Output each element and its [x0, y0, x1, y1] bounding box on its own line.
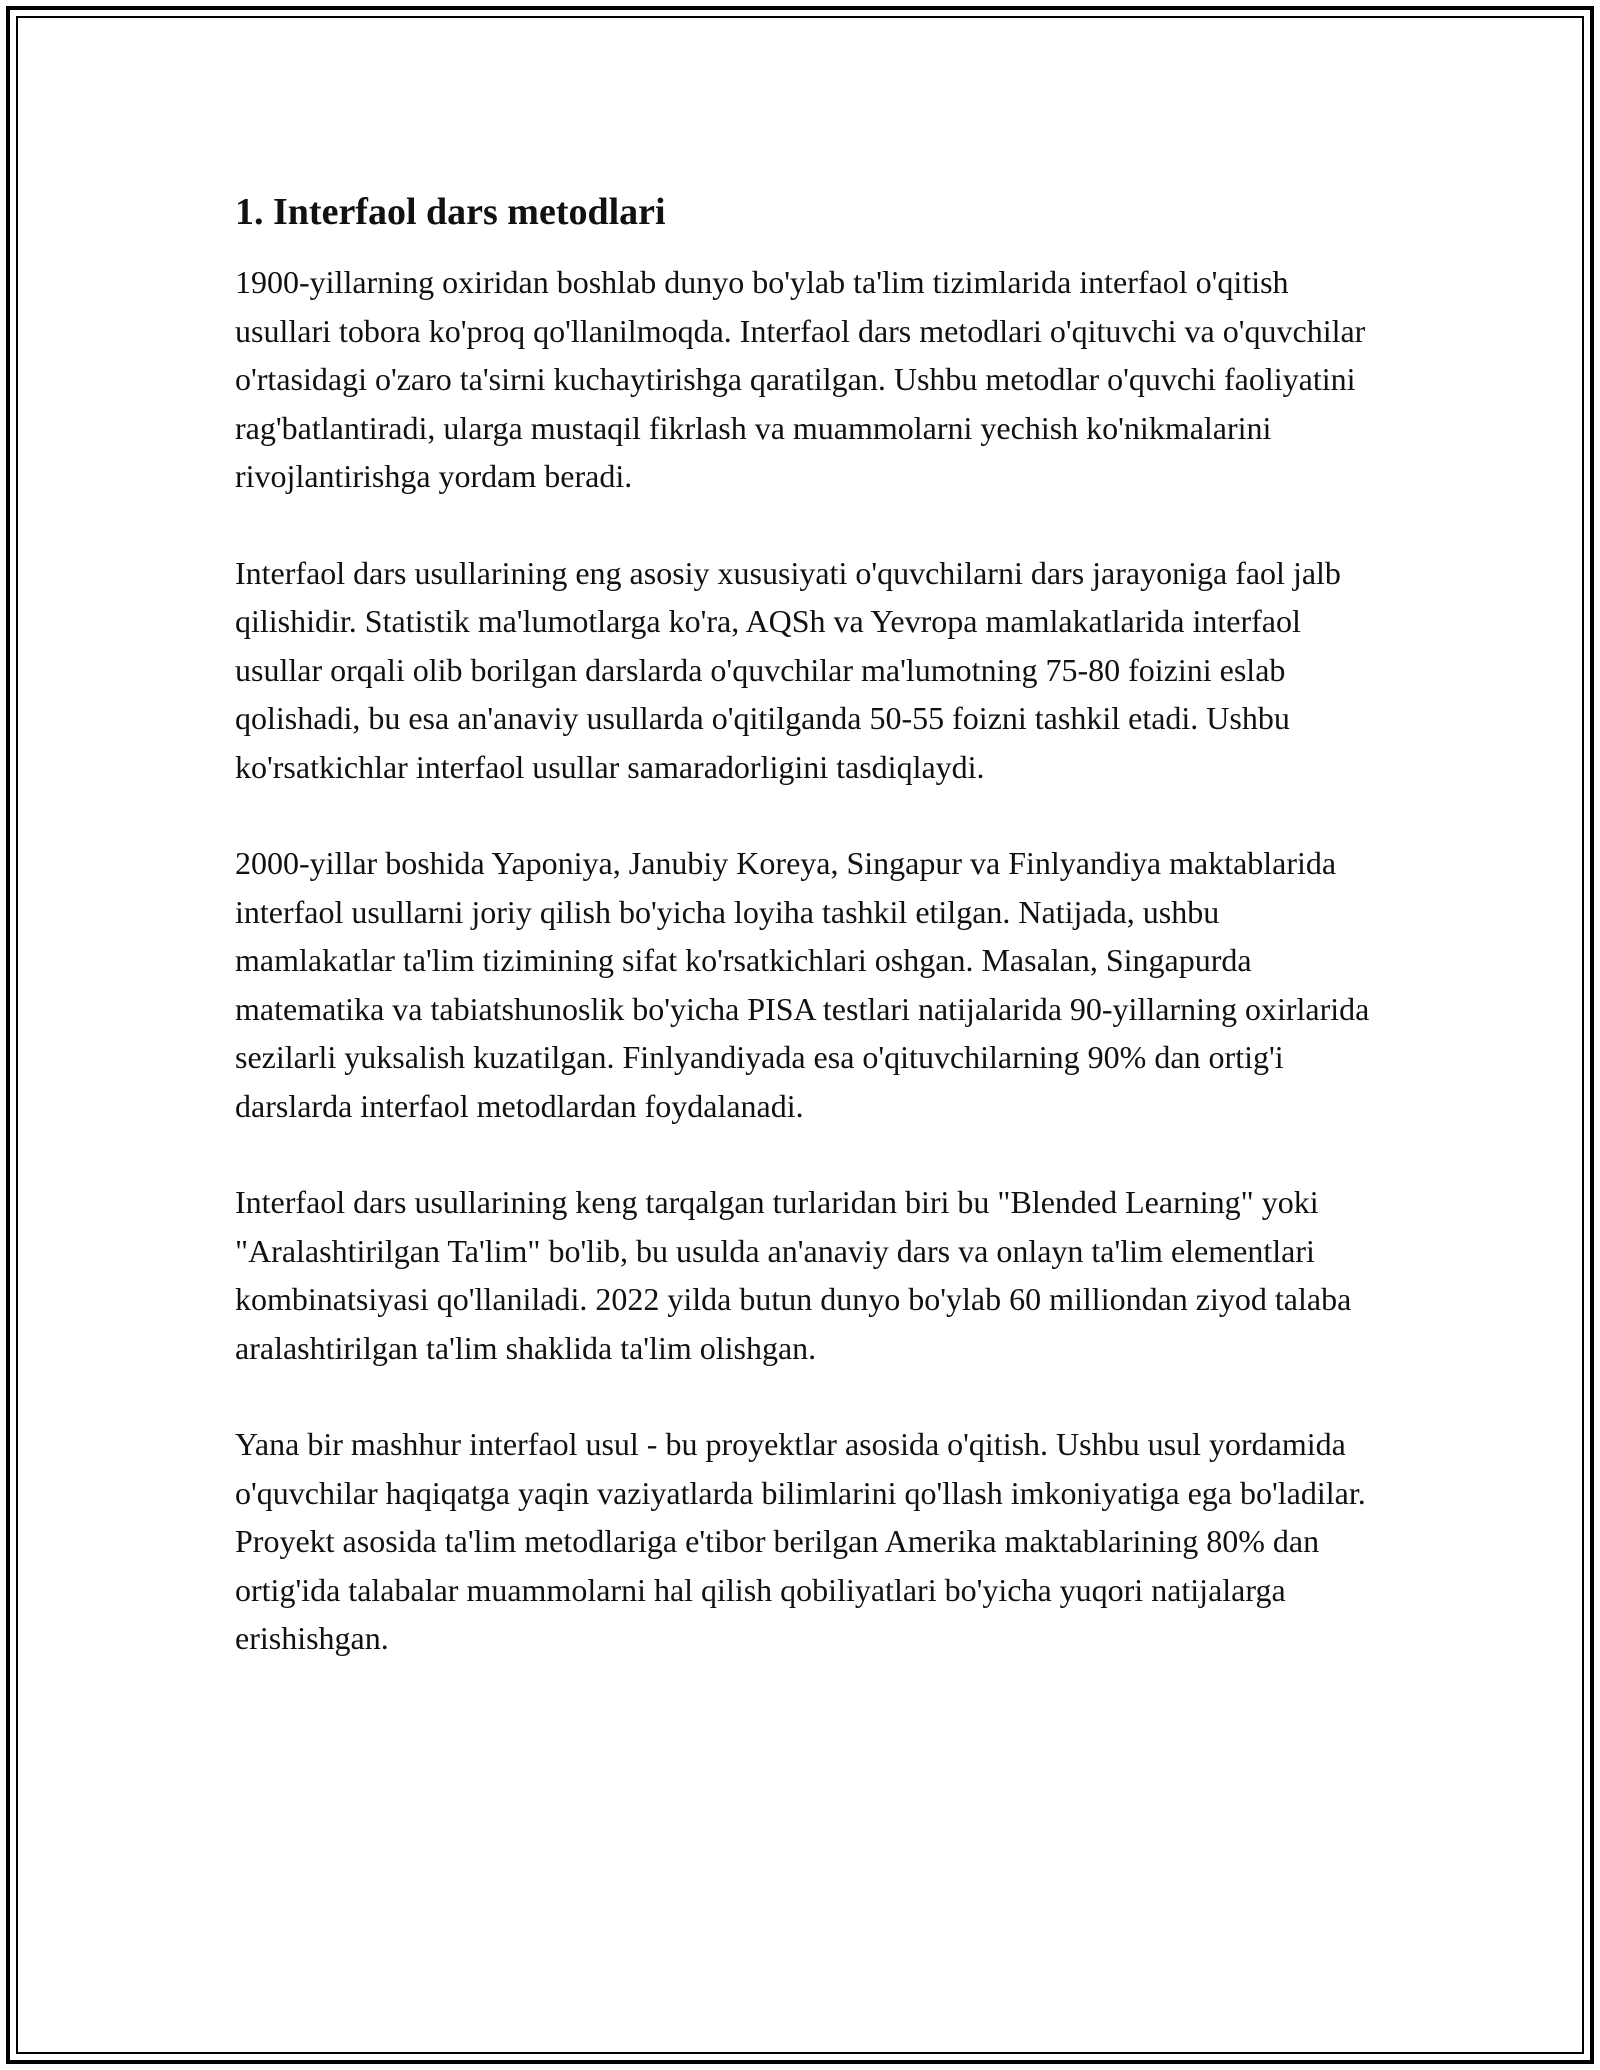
paragraph-key-feature: Interfaol dars usullarining eng asosiy xususiyati o'quvchilarni dars jarayoniga faol jalb qilishidir. Statistik ma'lumotlarga ko'ra, AQSh va Yevropa mamlakatlarida interfaol usullar orqali olib borilgan darslarda o'quvchilar ma'lumotning 75-80 foizini eslab qolishadi, bu esa an'anaviy usullarda o'qitilganda 50-55 foizni tashkil etadi. Ushbu ko'rsatkichlar interfaol usullar samaradorligini tasdiqlaydi.: [235, 554, 1341, 785]
paragraph-international-projects: 2000-yillar boshida Yaponiya, Janubiy Koreya, Singapur va Finlyandiya maktablarida interfaol usullarni joriy qilish bo'yicha loyiha tashkil etilgan. Natijada, ushbu mamlakatlar ta'lim tizimining sifat ko'rsatkichlari oshgan. Masalan, Singapurda matematika va tabiatshunoslik bo'yicha PISA testlari natijalarida 90-yillarning oxirlarida sezilarli yuksalish kuzatilgan. Finlyandiyada esa o'qituvchilarning 90% dan ortig'i darslarda interfaol metodlardan foydalanadi.: [235, 845, 1370, 1124]
section-heading: 1. Interfaol dars metodlari: [235, 191, 666, 233]
document-body: [235, 186, 1375, 1711]
paragraph-blended-learning: Interfaol dars usullarining keng tarqalgan turlaridan biri bu "Blended Learning" yoki "Aralashtirilgan Ta'lim" bo'lib, bu usulda an'anaviy dars va onlayn ta'lim elementlari kombinatsiyasi qo'llaniladi. 2022 yilda butun dunyo bo'ylab 60 milliondan ziyod talaba aralashtirilgan ta'lim shaklida ta'lim olishgan.: [235, 1184, 1352, 1366]
paragraph-intro: 1900-yillarning oxiridan boshlab dunyo bo'ylab ta'lim tizimlarida interfaol o'qitish usullari tobora ko'proq qo'llanilmoqda. Interfaol dars metodlari o'qituvchi va o'quvchilar o'rtasidagi o'zaro ta'sirni kuchaytirishga qaratilgan. Ushbu metodlar o'quvchi faoliyatini rag'batlantiradi, ularga mustaqil fikrlash va muammolarni yechish ko'nikmalarini rivojlantirishga yordam beradi.: [235, 264, 1366, 494]
paragraph-project-based-learning: Yana bir mashhur interfaol usul - bu proyektlar asosida o'qitish. Ushbu usul yordamida o'quvchilar haqiqatga yaqin vaziyatlarda bilimlarini qo'llash imkoniyatiga ega bo'ladilar. Proyekt asosida ta'lim metodlariga e'tibor berilgan Amerika maktablarining 80% dan ortig'ida talabalar muammolarni hal qilish qobiliyatlari bo'yicha yuqori natijalarga erishishgan.: [235, 1426, 1366, 1656]
